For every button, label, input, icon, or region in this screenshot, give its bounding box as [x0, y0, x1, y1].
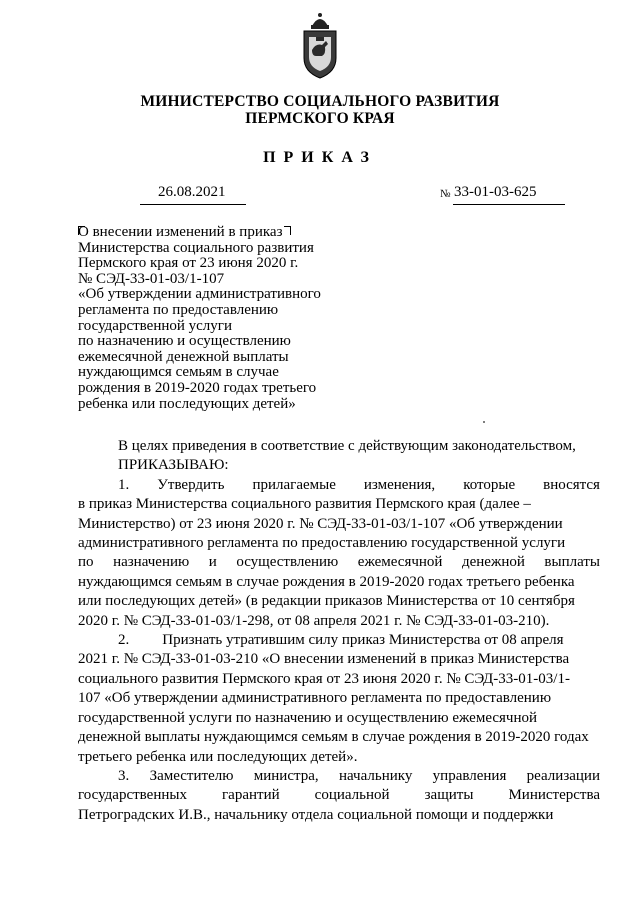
subject-line: ребенка или последующих детей» [78, 395, 296, 412]
subject-line: по назначению и осуществлению [78, 333, 291, 350]
paragraph-2-line: 2. Признать утратившим силу приказ Министерства от 08 апреля [118, 632, 564, 649]
paragraph-3-line: государственных гарантий социальной защиты Министерства [78, 787, 600, 804]
org-line-1: МИНИСТЕРСТВО СОЦИАЛЬНОГО РАЗВИТИЯ [140, 93, 500, 110]
subject-line: рождения в 2019-2020 годах третьего [78, 379, 317, 396]
subject-line: Пермского края от 23 июня 2020 г. [78, 255, 299, 272]
subject-line: Министерства социального развития [78, 239, 314, 256]
paragraph-2-line: третьего ребенка или последующих детей». [78, 748, 358, 765]
subject-line: регламента по предоставлению [78, 301, 279, 318]
intro-line: В целях приведения в соответствие с действующим законодательством, [118, 438, 576, 454]
subject-line: № СЭД-33-01-03/1-107 [78, 270, 225, 287]
order-number: 33-01-03-625 [454, 184, 537, 200]
order-word: ПРИКАЗЫВАЮ: [118, 457, 229, 474]
scan-speck [483, 421, 485, 423]
coat-of-arms-emblem [298, 10, 342, 80]
org-line-2: ПЕРМСКОГО КРАЯ [245, 110, 395, 127]
paragraph-2-line: 2021 г. № СЭД-33-01-03-210 «О внесении изменений в приказ Министерства [78, 651, 570, 668]
paragraph-1-line: в приказ Министерства социального развития Пермского края (далее – [78, 496, 531, 513]
paragraph-3-line: 3. Заместителю министра, начальнику управления реализации [118, 767, 600, 784]
paragraph-2-line: 107 «Об утверждении административного регламента по предоставлению [78, 690, 552, 707]
paragraph-1-line: Министерство) от 23 июня 2020 г. № СЭД-33-01-03/1-107 «Об утверждении [78, 515, 563, 532]
number-sign: № [440, 188, 451, 200]
paragraph-2-line: государственной услуги по назначению и осуществлению ежемесячной [78, 709, 538, 726]
subject-line: ежемесячной денежной выплаты [78, 348, 289, 365]
paragraph-1-line: 1. Утвердить прилагаемые изменения, которые вносятся [118, 476, 600, 493]
paragraph-1-line: административного регламента по предоставлению государственной услуги [78, 535, 566, 552]
paragraph-2-line: социального развития Пермского края от 23 июня 2020 г. № СЭД-33-01-03/1- [78, 670, 570, 687]
organization-name [0, 93, 640, 127]
document-title: ПРИКАЗ [263, 149, 377, 166]
order-body [78, 437, 600, 825]
subject-line: государственной услуги [78, 317, 232, 334]
subject-block [78, 225, 338, 412]
order-date: 26.08.2021 [158, 184, 226, 200]
paragraph-1-line: по назначению и осуществлению ежемесячной денежной выплаты [78, 554, 600, 571]
paragraph-1-line: нуждающимся семьям в случае рождения в 2019-2020 годах третьего ребенка [78, 573, 575, 590]
subject-line: нуждающимся семьям в случае [78, 364, 279, 381]
paragraph-2-line: денежной выплаты нуждающимся семьям в случае рождения в 2019-2020 годах [78, 729, 589, 746]
paragraph-1-line: или последующих детей» (в редакции приказов Министерства от 10 сентября [78, 593, 575, 610]
paragraph-3-line: Петроградских И.В., начальнику отдела социальной помощи и поддержки [78, 806, 554, 823]
paragraph-1-line: 2020 г. № СЭД-33-01-03/1-298, от 08 апреля 2021 г. № СЭД-33-01-03-210). [78, 612, 550, 629]
subject-line: «Об утверждении административного [78, 286, 321, 303]
date-underline [140, 204, 246, 205]
subject-line: О внесении изменений в приказ [78, 224, 283, 240]
number-underline [453, 204, 565, 205]
